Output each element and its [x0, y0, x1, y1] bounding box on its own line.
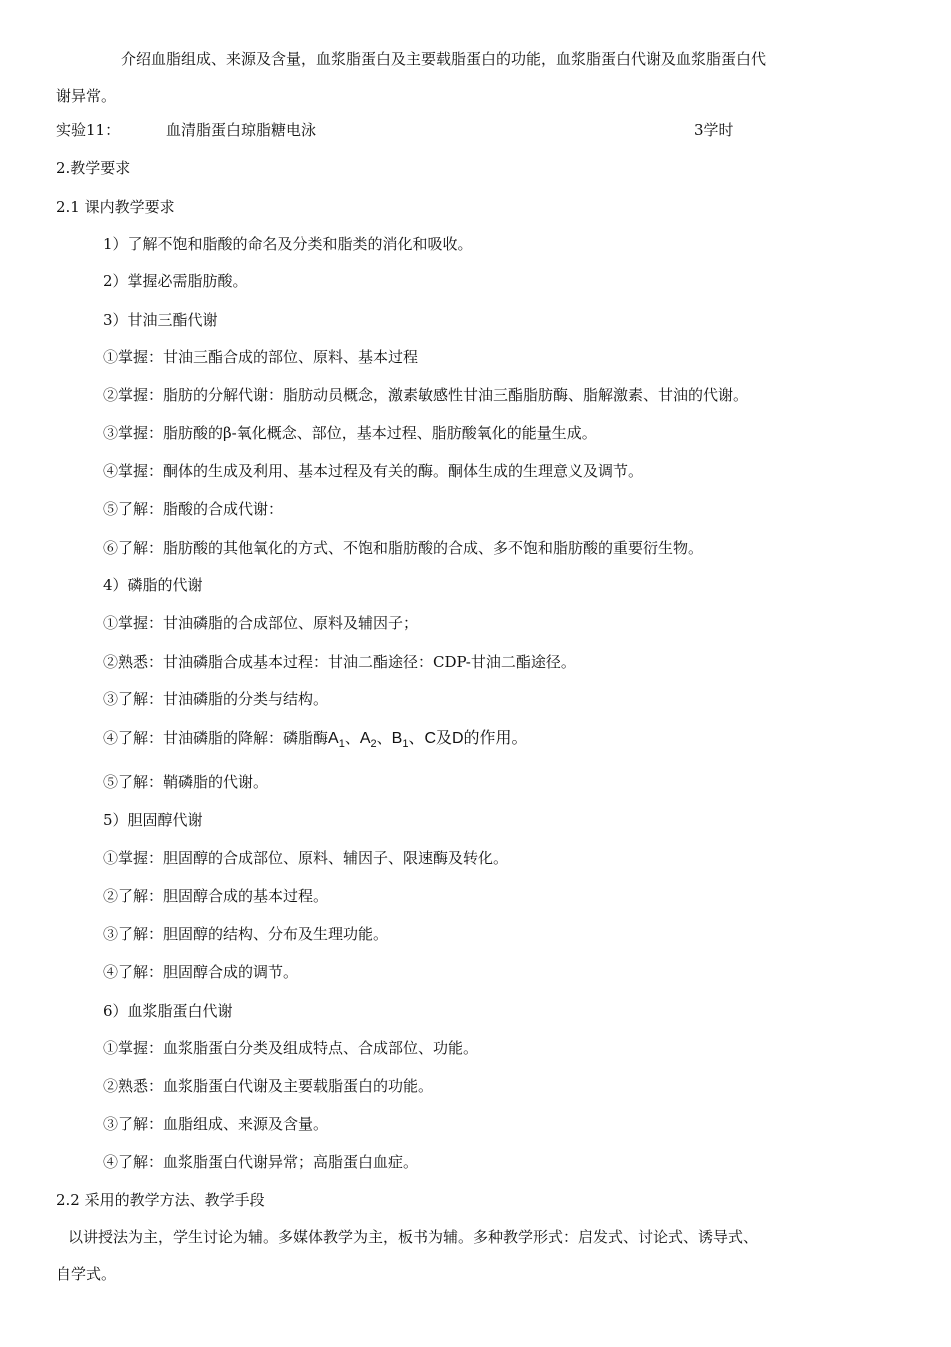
list-item: ④了解：胆固醇合成的调节。: [103, 963, 299, 981]
list-item: ③了解：胆固醇的结构、分布及生理功能。: [103, 925, 389, 943]
list-item: 5）胆固醇代谢: [103, 811, 203, 829]
phospholipase-a1: $A_1$: [328, 730, 345, 750]
list-item: ②掌握：脂肪的分解代谢：脂肪动员概念，激素敏感性甘油三酯脂肪酶、脂解激素、甘油的代谢。: [103, 386, 749, 404]
phospholipase-b1: $B_1$: [391, 730, 409, 750]
list-item: ①掌握：胆固醇的合成部位、原料、辅因子、限速酶及转化。: [103, 849, 509, 867]
list-item: ②熟悉：甘油磷脂合成基本过程：甘油二酯途径：CDP-甘油二酯途径。: [103, 653, 576, 671]
list-item: ③掌握：脂肪酸的β-氧化概念、部位，基本过程、脂肪酸氧化的能量生成。: [103, 424, 597, 442]
list-item: ⑤了解：脂酸的合成代谢：: [103, 500, 284, 518]
intro-line-2: 谢异常。: [56, 87, 117, 105]
list-item: ①掌握：血浆脂蛋白分类及组成特点、合成部位、功能。: [103, 1039, 479, 1057]
experiment-hours: 3学时: [694, 121, 734, 139]
experiment-label: 实验11：: [56, 121, 121, 139]
list-item: 1）了解不饱和脂酸的命名及分类和脂类的消化和吸收。: [103, 235, 473, 253]
section-2-1-heading: 2.1 课内教学要求: [56, 198, 175, 216]
phospholipase-prefix: ④了解：甘油磷脂的降解：磷脂酶: [103, 729, 329, 747]
list-item-phospholipase: ④了解：甘油磷脂的降解：磷脂酶$A_1$、$A_2$、$B_1$、C及D的作用。: [103, 729, 528, 750]
list-item: ⑥了解：脂肪酸的其他氧化的方式、不饱和脂肪酸的合成、多不饱和脂肪酸的重要衍生物。: [103, 539, 704, 557]
list-item: ④了解：血浆脂蛋白代谢异常；高脂蛋白血症。: [103, 1153, 419, 1171]
experiment-title: 血清脂蛋白琼脂糖电泳: [166, 121, 317, 139]
list-item: 2）掌握必需脂肪酸。: [103, 272, 248, 290]
section-2-2-heading: 2.2 采用的教学方法、教学手段: [56, 1191, 265, 1209]
methods-line-1: 以讲授法为主，学生讨论为辅。多媒体教学为主，板书为辅。多种教学形式：启发式、讨论式、诱导式、: [68, 1228, 759, 1246]
list-item: ①掌握：甘油磷脂的合成部位、原料及辅因子；: [103, 614, 419, 632]
list-item: ②了解：胆固醇合成的基本过程。: [103, 887, 329, 905]
phospholipase-tail: 、C及D的作用。: [408, 730, 528, 747]
list-item: ①掌握：甘油三酯合成的部位、原料、基本过程: [103, 348, 419, 366]
list-item: ②熟悉：血浆脂蛋白代谢及主要载脂蛋白的功能。: [103, 1077, 434, 1095]
phospholipase-a2: $A_2$: [359, 730, 377, 750]
list-item: 4）磷脂的代谢: [103, 576, 203, 594]
list-item: ⑤了解：鞘磷脂的代谢。: [103, 773, 269, 791]
intro-line-1: 介绍血脂组成、来源及含量，血浆脂蛋白及主要载脂蛋白的功能，血浆脂蛋白代谢及血浆脂蛋白代: [121, 50, 767, 68]
list-item: ④掌握：酮体的生成及利用、基本过程及有关的酶。酮体生成的生理意义及调节。: [103, 462, 644, 480]
list-item: 3）甘油三酯代谢: [103, 311, 218, 329]
section-2-heading: 2.教学要求: [56, 159, 131, 177]
list-item: ③了解：甘油磷脂的分类与结构。: [103, 690, 329, 708]
list-item: ③了解：血脂组成、来源及含量。: [103, 1115, 329, 1133]
methods-line-2: 自学式。: [56, 1265, 117, 1283]
list-item: 6）血浆脂蛋白代谢: [103, 1002, 233, 1020]
